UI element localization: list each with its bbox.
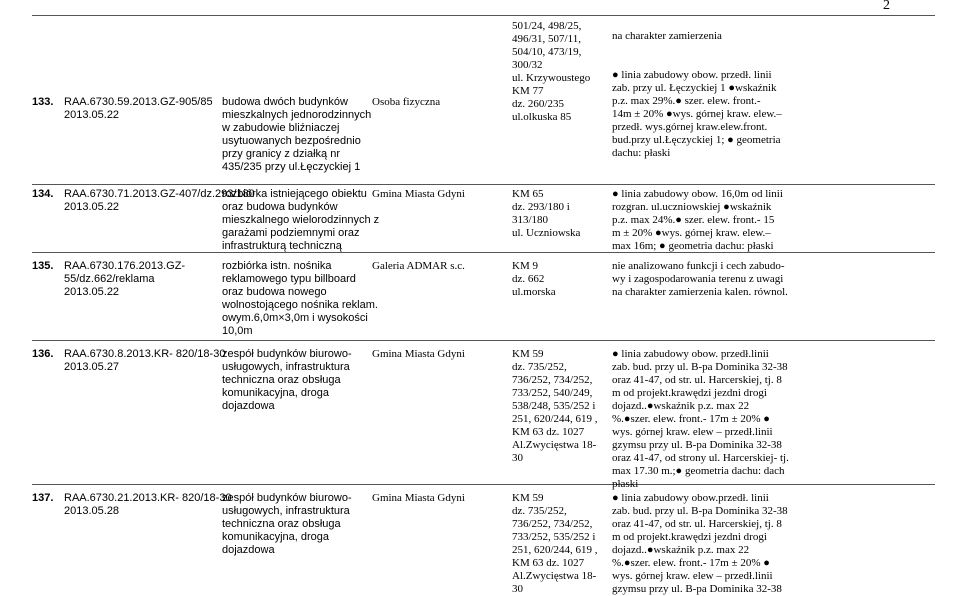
cell-line: oraz budowa budynków	[222, 201, 338, 213]
cell-line: komunikacyjna, droga	[222, 531, 330, 543]
conditions-notes	[612, 30, 792, 160]
cell-line: dz. 260/235	[512, 98, 564, 110]
cell-line: usytuowanych bezpośrednio	[222, 135, 361, 147]
cell-line: infrastrukturą techniczną	[222, 240, 342, 252]
cell-line: w zabudowie bliźniaczej	[222, 122, 340, 134]
cell-line: 504/10, 473/19,	[512, 46, 582, 58]
cell-line: m od projekt.krawędzi jezdni drogi	[612, 531, 767, 543]
cell-line: 2013.05.22	[64, 109, 120, 121]
cell-line: KM 59	[512, 348, 544, 360]
cell-line: zab. bud. przy ul. B-pa Dominika 32-38	[612, 361, 788, 373]
case-signature	[64, 260, 214, 299]
cell-line: 538/248, 535/252 i	[512, 400, 596, 412]
cell-line: wolnostojącego nośnika reklam.	[222, 299, 378, 311]
cell-line: 435/235 przy ul.Łęczyckiej 1	[222, 161, 361, 173]
table-row	[32, 492, 935, 593]
project-description	[222, 492, 372, 557]
cell-line: KM 9	[512, 260, 538, 272]
cell-line: KM 59	[512, 492, 544, 504]
cell-line: przedł. wys.górnej kraw.elew.front.	[612, 121, 768, 133]
cell-line: 135.	[32, 260, 54, 272]
cell-line: ul. Krzywoustego	[512, 72, 591, 84]
cell-line: rozgran. ul.uczniowskiej ●wskaźnik	[612, 201, 772, 213]
cell-line	[612, 56, 792, 69]
table-top-border	[32, 15, 935, 16]
cell-line: 300/32	[512, 59, 543, 71]
cell-line: 133.	[32, 96, 54, 108]
cell-line: dojazdowa	[222, 544, 275, 556]
cell-line: 736/252, 734/252,	[512, 518, 593, 530]
table-row	[32, 20, 935, 185]
page-number: 2	[883, 0, 890, 13]
cell-line: KM 63 dz. 1027	[512, 557, 585, 569]
cell-line: dachu: płaski	[612, 147, 671, 159]
cell-line: 10,0m	[222, 325, 253, 337]
cell-line: RAA.6730.8.2013.KR- 820/18-30	[64, 348, 226, 360]
investor	[372, 96, 502, 109]
cell-line: 134.	[32, 188, 54, 200]
conditions-notes	[612, 188, 792, 253]
cell-line: max 17.30 m.;● geometria dachu: dach	[612, 465, 785, 477]
row-number	[32, 96, 62, 109]
cell-line: komunikacyjna, droga	[222, 387, 330, 399]
cell-line: 30	[512, 583, 523, 595]
project-description	[222, 348, 372, 413]
project-description	[222, 260, 378, 338]
cell-line: 251, 620/244, 619 ,	[512, 413, 598, 425]
parcel-location	[512, 188, 612, 240]
cell-line: RAA.6730.176.2013.GZ-	[64, 260, 186, 272]
cell-line: %.●szer. elew. front.- 17m ± 20% ●	[612, 413, 770, 425]
cell-line: ul.morska	[512, 286, 556, 298]
cell-line: wys. górnej kraw. elew – przedł.linii	[612, 570, 773, 582]
cell-line: m od projekt.krawędzi jezdni drogi	[612, 387, 767, 399]
investor	[372, 260, 502, 273]
cell-line: Osoba fizyczna	[372, 96, 441, 108]
cell-line: ul. Uczniowska	[512, 227, 581, 239]
cell-line: 136.	[32, 348, 54, 360]
cell-line: wys. górnej kraw. elew – przedł.linii	[612, 426, 773, 438]
investor	[372, 348, 502, 361]
cell-line: techniczna oraz obsługa	[222, 374, 341, 386]
cell-line: rozbiórka istniejącego obiektu	[222, 188, 367, 200]
cell-line: 733/252, 540/249,	[512, 387, 593, 399]
cell-line: oraz 41-47, od str. ul. Harcerskiej, tj. 8	[612, 518, 782, 530]
cell-line: dz. 662	[512, 273, 545, 285]
cell-line: m ± 20% ●wys. górnej kraw. elew.–	[612, 227, 771, 239]
cell-line: max 16m; ● geometria dachu: płaski	[612, 240, 774, 252]
cell-line: nie analizowano funkcji i cech zabudo-	[612, 260, 785, 272]
cell-line: 137.	[32, 492, 54, 504]
cell-line: przy granicy z działką nr	[222, 148, 340, 160]
case-signature	[64, 492, 232, 518]
cell-line: zab. bud. przy ul. B-pa Dominika 32-38	[612, 505, 788, 517]
cell-line: dz. 735/252,	[512, 361, 567, 373]
cell-line: Galeria ADMAR s.c.	[372, 260, 465, 272]
conditions-notes	[612, 348, 792, 491]
case-signature	[64, 96, 214, 122]
cell-line: ● linia zabudowy obow. przedł. linii	[612, 69, 772, 81]
cell-line: 501/24, 498/25,	[512, 20, 582, 32]
cell-line: gzymsu przy ul. B-pa Dominika 32-38	[612, 439, 782, 451]
cell-line: dojazd..●wskaźnik p.z. max 22	[612, 544, 750, 556]
investor	[372, 492, 502, 505]
parcel-location	[512, 348, 612, 465]
table-row	[32, 260, 935, 341]
conditions-notes	[612, 492, 792, 596]
cell-line: p.z. max 29%.● szer. elew. front.-	[612, 95, 761, 107]
cell-line: 496/31, 507/11,	[512, 33, 581, 45]
cell-line: reklamowego typu billboard	[222, 273, 356, 285]
cell-line: zespół budynków biurowo-	[222, 348, 352, 360]
cell-line: 30	[512, 452, 523, 464]
cell-line: usługowych, infrastruktura	[222, 361, 350, 373]
parcel-location	[512, 20, 612, 124]
cell-line: Gmina Miasta Gdyni	[372, 188, 465, 200]
cell-line: dz. 735/252,	[512, 505, 567, 517]
cell-line: 14m ± 20% ●wys. górnej kraw. elew.–	[612, 108, 782, 120]
cell-line: ● linia zabudowy obow. 16,0m od linii	[612, 188, 783, 200]
row-number	[32, 348, 62, 361]
row-number	[32, 188, 62, 201]
cell-line: 2013.05.28	[64, 505, 120, 517]
cell-line: 2013.05.22	[64, 286, 120, 298]
cell-line: 733/252, 535/252 i	[512, 531, 596, 543]
project-description	[222, 188, 380, 253]
cell-line: oraz budowa nowego	[222, 286, 327, 298]
cell-line: mieszkalnych jednorodzinnych	[222, 109, 372, 121]
cell-line: 313/180	[512, 214, 549, 226]
cell-line: 251, 620/244, 619 ,	[512, 544, 598, 556]
cell-line: KM 63 dz. 1027	[512, 426, 585, 438]
cell-line: usługowych, infrastruktura	[222, 505, 350, 517]
cell-line: RAA.6730.59.2013.GZ-905/85	[64, 96, 213, 108]
cell-line: na charakter zamierzenia kalen. równol.	[612, 286, 788, 298]
cell-line: budowa dwóch budynków	[222, 96, 348, 108]
cell-line: dojazd..●wskaźnik p.z. max 22	[612, 400, 750, 412]
cell-line: zab. przy ul. Łęczyckiej 1 ●wskaźnik	[612, 82, 777, 94]
cell-line: p.z. max 24%.● szer. elew. front.- 15	[612, 214, 775, 226]
cell-line: na charakter zamierzenia	[612, 30, 722, 42]
cell-line: garażami podziemnymi oraz	[222, 227, 360, 239]
cell-line: Al.Zwycięstwa 18-	[512, 439, 597, 451]
project-description	[222, 96, 372, 174]
cell-line: Gmina Miasta Gdyni	[372, 492, 465, 504]
cell-line: 2013.05.22	[64, 201, 120, 213]
cell-line: zespół budynków biurowo-	[222, 492, 352, 504]
cell-line: Al.Zwycięstwa 18-	[512, 570, 597, 582]
cell-line: mieszkalnego wielorodzinnych z	[222, 214, 380, 226]
parcel-location	[512, 492, 612, 596]
case-signature	[64, 348, 226, 374]
cell-line: techniczna oraz obsługa	[222, 518, 341, 530]
cell-line: ● linia zabudowy obow. przedł.linii	[612, 348, 769, 360]
conditions-notes	[612, 260, 792, 299]
cell-line: %.●szer. elew. front.- 17m ± 20% ●	[612, 557, 770, 569]
cell-line: owym.6,0m×3,0m i wysokości	[222, 312, 368, 324]
cell-line: płaski	[612, 478, 639, 490]
table-row	[32, 348, 935, 490]
cell-line: 55/dz.662/reklama	[64, 273, 155, 285]
cell-line: 736/252, 734/252,	[512, 374, 593, 386]
cell-line: 2013.05.27	[64, 361, 120, 373]
cell-line: RAA.6730.21.2013.KR- 820/18-30	[64, 492, 232, 504]
cell-line: bud.przy ul.Łęczyckiej 1; ● geometria	[612, 134, 781, 146]
cell-line: ● linia zabudowy obow.przedł. linii	[612, 492, 769, 504]
cell-line: oraz 41-47, od strony ul. Harcerskiej- tj.	[612, 452, 789, 464]
cell-line: dojazdowa	[222, 400, 275, 412]
cell-line: dz. 293/180 i	[512, 201, 570, 213]
cell-line: RAA.6730.71.2013.GZ-407/dz.293/180	[64, 188, 255, 200]
cell-line: rozbiórka istn. nośnika	[222, 260, 332, 272]
row-number	[32, 260, 62, 273]
cell-line: wy i zagospodarowania terenu z uwagi	[612, 273, 784, 285]
cell-line: KM 65	[512, 188, 544, 200]
cell-line: oraz 41-47, od str. ul. Harcerskiej, tj. 8	[612, 374, 782, 386]
parcel-location	[512, 260, 612, 299]
cell-line: ul.olkuska 85	[512, 111, 572, 123]
row-number	[32, 492, 62, 505]
table-row	[32, 188, 935, 253]
cell-line: KM 77	[512, 85, 544, 97]
cell-line	[612, 43, 792, 56]
case-signature	[64, 188, 255, 214]
cell-line: gzymsu przy ul. B-pa Dominika 32-38	[612, 583, 782, 595]
cell-line: Gmina Miasta Gdyni	[372, 348, 465, 360]
investor	[372, 188, 502, 201]
